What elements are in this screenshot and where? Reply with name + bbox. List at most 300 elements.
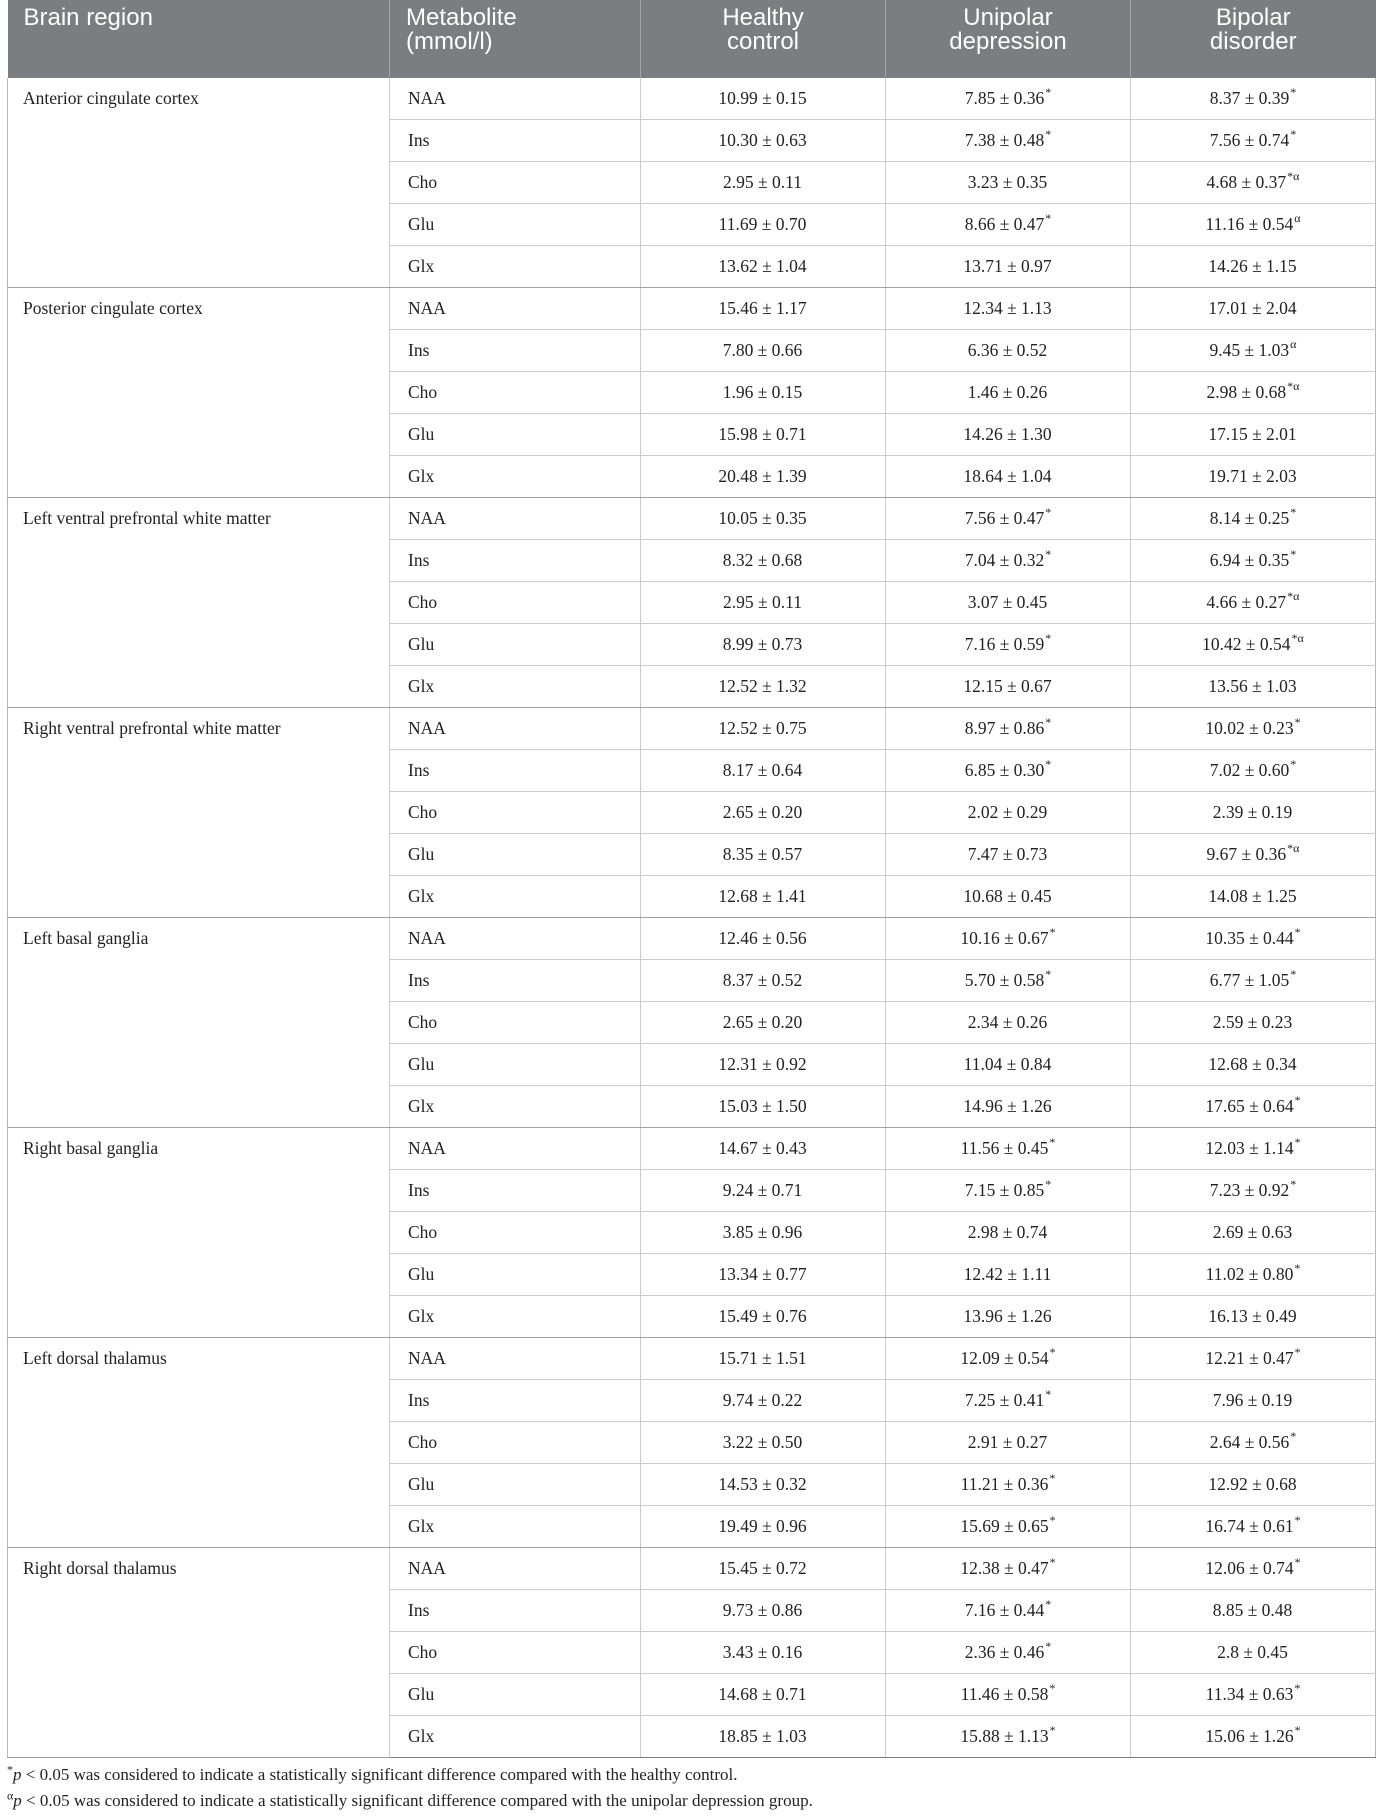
cell-value: 2.95 ± 0.11 (723, 592, 802, 612)
significance-mark: * (1290, 127, 1297, 142)
cell-healthy-control (641, 288, 886, 330)
cell-brain-region: Left dorsal thalamus (8, 1338, 390, 1548)
cell-bipolar-disorder (1131, 540, 1376, 582)
cell-bipolar-disorder (1131, 1590, 1376, 1632)
cell-unipolar-depression (886, 918, 1131, 960)
cell-value: 7.80 ± 0.66 (722, 340, 803, 360)
significance-mark: * (1294, 1135, 1301, 1150)
header-metabolite-line: Metabolite (406, 4, 517, 31)
cell-bipolar-disorder (1131, 1380, 1376, 1422)
cell-unipolar-depression (886, 540, 1131, 582)
cell-unipolar-depression (886, 414, 1131, 456)
significance-mark: * (1294, 1345, 1301, 1360)
header-healthy-line-1: Healthy (722, 4, 804, 31)
cell-unipolar-depression (886, 1548, 1131, 1590)
significance-mark: *α (1287, 379, 1300, 394)
cell-unipolar-depression (886, 1044, 1131, 1086)
cell-value: 2.91 ± 0.27 (967, 1432, 1048, 1452)
cell-bipolar-disorder (1131, 1716, 1376, 1758)
cell-unipolar-depression (886, 120, 1131, 162)
header-unipolar-depression (886, 0, 1131, 78)
cell-metabolite: Glx (390, 1506, 641, 1548)
cell-value: 7.56 ± 0.74 (1209, 130, 1290, 150)
cell-bipolar-disorder (1131, 1506, 1376, 1548)
header-bipolar-line-2: disorder (1209, 28, 1297, 55)
table-row (8, 708, 1376, 750)
cell-value: 15.06 ± 1.26 (1205, 1726, 1294, 1746)
cell-metabolite: Ins (390, 1380, 641, 1422)
cell-value: 8.14 ± 0.25 (1209, 508, 1290, 528)
cell-bipolar-disorder (1131, 708, 1376, 750)
cell-value: 8.97 ± 0.86 (964, 718, 1045, 738)
cell-healthy-control (641, 330, 886, 372)
cell-value: 15.49 ± 0.76 (718, 1306, 807, 1326)
significance-mark: * (1045, 757, 1052, 772)
cell-value: 12.68 ± 1.41 (718, 886, 807, 906)
cell-brain-region: Right ventral prefrontal white matter (8, 708, 390, 918)
cell-value: 12.92 ± 0.68 (1208, 1474, 1297, 1494)
cell-value: 8.32 ± 0.68 (722, 550, 803, 570)
significance-mark: * (1045, 967, 1052, 982)
cell-unipolar-depression (886, 1716, 1131, 1758)
significance-mark: * (1294, 1513, 1301, 1528)
cell-value: 3.85 ± 0.96 (722, 1222, 803, 1242)
significance-mark: * (1290, 967, 1297, 982)
significance-mark: * (1294, 1093, 1301, 1108)
cell-bipolar-disorder (1131, 1338, 1376, 1380)
cell-metabolite: Ins (390, 1170, 641, 1212)
cell-bipolar-disorder (1131, 1170, 1376, 1212)
cell-unipolar-depression (886, 708, 1131, 750)
cell-value: 15.98 ± 0.71 (718, 424, 807, 444)
table-header (8, 0, 1376, 78)
cell-unipolar-depression (886, 1170, 1131, 1212)
cell-value: 2.65 ± 0.20 (722, 1012, 803, 1032)
cell-metabolite: Cho (390, 1632, 641, 1674)
cell-value: 8.35 ± 0.57 (722, 844, 803, 864)
cell-value: 13.56 ± 1.03 (1208, 676, 1297, 696)
cell-value: 1.96 ± 0.15 (722, 382, 803, 402)
cell-healthy-control (641, 414, 886, 456)
table-footnotes (7, 1762, 1367, 1814)
cell-value: 14.96 ± 1.26 (963, 1096, 1052, 1116)
table-row (8, 1128, 1376, 1170)
cell-value: 6.85 ± 0.30 (964, 760, 1045, 780)
cell-healthy-control (641, 1128, 886, 1170)
cell-metabolite: Ins (390, 1590, 641, 1632)
cell-healthy-control (641, 1674, 886, 1716)
cell-unipolar-depression (886, 834, 1131, 876)
cell-value: 11.69 ± 0.70 (718, 214, 807, 234)
cell-value: 12.06 ± 0.74 (1205, 1558, 1294, 1578)
footnote-mark: α (7, 1788, 14, 1803)
cell-healthy-control (641, 750, 886, 792)
significance-mark: *α (1287, 169, 1300, 184)
cell-metabolite: Glu (390, 1464, 641, 1506)
footnote-p-symbol: p (13, 1765, 22, 1784)
cell-healthy-control (641, 1464, 886, 1506)
cell-value: 8.99 ± 0.73 (722, 634, 803, 654)
cell-metabolite: Glu (390, 204, 641, 246)
cell-unipolar-depression (886, 288, 1131, 330)
cell-value: 15.46 ± 1.17 (718, 298, 807, 318)
cell-healthy-control (641, 624, 886, 666)
cell-metabolite: Cho (390, 582, 641, 624)
cell-healthy-control (641, 1296, 886, 1338)
cell-value: 13.34 ± 0.77 (718, 1264, 807, 1284)
cell-value: 11.46 ± 0.58 (960, 1684, 1049, 1704)
cell-value: 12.52 ± 1.32 (718, 676, 807, 696)
cell-healthy-control (641, 1506, 886, 1548)
cell-metabolite: Ins (390, 120, 641, 162)
cell-unipolar-depression (886, 204, 1131, 246)
significance-mark: * (1049, 1345, 1056, 1360)
cell-brain-region: Left basal ganglia (8, 918, 390, 1128)
cell-value: 12.42 ± 1.11 (963, 1264, 1052, 1284)
cell-value: 2.36 ± 0.46 (964, 1642, 1045, 1662)
cell-bipolar-disorder (1131, 1422, 1376, 1464)
cell-bipolar-disorder (1131, 918, 1376, 960)
table-row (8, 918, 1376, 960)
cell-bipolar-disorder (1131, 498, 1376, 540)
metabolite-table-container (7, 0, 1375, 1758)
cell-healthy-control (641, 540, 886, 582)
cell-healthy-control (641, 876, 886, 918)
cell-value: 2.02 ± 0.29 (967, 802, 1048, 822)
cell-metabolite: Cho (390, 1002, 641, 1044)
cell-healthy-control (641, 78, 886, 120)
cell-value: 5.70 ± 0.58 (964, 970, 1045, 990)
cell-value: 7.85 ± 0.36 (964, 88, 1045, 108)
cell-value: 3.23 ± 0.35 (967, 172, 1048, 192)
cell-value: 18.64 ± 1.04 (963, 466, 1052, 486)
cell-unipolar-depression (886, 750, 1131, 792)
cell-value: 9.73 ± 0.86 (722, 1600, 803, 1620)
cell-value: 2.98 ± 0.68 (1206, 382, 1287, 402)
cell-value: 6.36 ± 0.52 (967, 340, 1048, 360)
significance-mark: * (1045, 85, 1052, 100)
cell-healthy-control (641, 120, 886, 162)
cell-value: 2.59 ± 0.23 (1212, 1012, 1293, 1032)
cell-unipolar-depression (886, 1338, 1131, 1380)
cell-value: 2.69 ± 0.63 (1212, 1222, 1293, 1242)
cell-healthy-control (641, 792, 886, 834)
cell-bipolar-disorder (1131, 204, 1376, 246)
cell-healthy-control (641, 204, 886, 246)
cell-value: 9.45 ± 1.03 (1209, 340, 1290, 360)
cell-value: 11.02 ± 0.80 (1205, 1264, 1294, 1284)
cell-healthy-control (641, 162, 886, 204)
cell-metabolite: NAA (390, 918, 641, 960)
cell-bipolar-disorder (1131, 372, 1376, 414)
cell-bipolar-disorder (1131, 1464, 1376, 1506)
significance-mark: * (1045, 1387, 1052, 1402)
table-row (8, 78, 1376, 120)
significance-mark: * (1294, 1723, 1301, 1738)
significance-mark: * (1049, 925, 1056, 940)
significance-mark: * (1049, 1513, 1056, 1528)
cell-value: 11.34 ± 0.63 (1205, 1684, 1294, 1704)
metabolite-table (7, 0, 1376, 1758)
cell-bipolar-disorder (1131, 666, 1376, 708)
cell-value: 18.85 ± 1.03 (718, 1726, 807, 1746)
cell-healthy-control (641, 456, 886, 498)
significance-mark: * (1049, 1723, 1056, 1738)
cell-value: 10.02 ± 0.23 (1205, 718, 1294, 738)
significance-mark: * (1045, 211, 1052, 226)
cell-healthy-control (641, 834, 886, 876)
cell-unipolar-depression (886, 1464, 1131, 1506)
cell-bipolar-disorder (1131, 582, 1376, 624)
cell-metabolite: Glu (390, 1254, 641, 1296)
cell-value: 2.8 ± 0.45 (1217, 1642, 1288, 1662)
significance-mark: * (1049, 1135, 1056, 1150)
cell-value: 17.01 ± 2.04 (1208, 298, 1297, 318)
significance-mark: * (1290, 547, 1297, 562)
cell-value: 17.65 ± 0.64 (1205, 1096, 1294, 1116)
cell-value: 14.26 ± 1.30 (963, 424, 1052, 444)
cell-metabolite: Glx (390, 876, 641, 918)
cell-metabolite: NAA (390, 708, 641, 750)
significance-mark: * (1049, 1471, 1056, 1486)
cell-value: 15.69 ± 0.65 (960, 1516, 1049, 1536)
cell-value: 15.71 ± 1.51 (718, 1348, 807, 1368)
cell-metabolite: NAA (390, 498, 641, 540)
cell-healthy-control (641, 246, 886, 288)
cell-value: 7.47 ± 0.73 (967, 844, 1048, 864)
significance-mark: *α (1287, 841, 1300, 856)
table-body (8, 78, 1376, 1758)
cell-unipolar-depression (886, 1380, 1131, 1422)
significance-mark: * (1045, 715, 1052, 730)
cell-metabolite: NAA (390, 78, 641, 120)
cell-metabolite: Glx (390, 456, 641, 498)
cell-value: 11.04 ± 0.84 (963, 1054, 1052, 1074)
cell-value: 12.46 ± 0.56 (718, 928, 807, 948)
cell-metabolite: NAA (390, 1128, 641, 1170)
cell-healthy-control (641, 1632, 886, 1674)
cell-value: 9.67 ± 0.36 (1206, 844, 1287, 864)
cell-value: 12.31 ± 0.92 (718, 1054, 807, 1074)
cell-value: 19.49 ± 0.96 (718, 1516, 807, 1536)
cell-metabolite: Glx (390, 666, 641, 708)
cell-value: 8.37 ± 0.52 (722, 970, 803, 990)
cell-value: 10.35 ± 0.44 (1205, 928, 1294, 948)
cell-bipolar-disorder (1131, 1128, 1376, 1170)
cell-bipolar-disorder (1131, 792, 1376, 834)
cell-value: 8.17 ± 0.64 (722, 760, 803, 780)
cell-value: 13.71 ± 0.97 (963, 256, 1052, 276)
header-row (8, 0, 1376, 78)
significance-mark: * (1045, 631, 1052, 646)
significance-mark: * (1290, 757, 1297, 772)
cell-unipolar-depression (886, 498, 1131, 540)
footnote-unipolar-group (7, 1788, 1367, 1814)
cell-value: 6.77 ± 1.05 (1209, 970, 1290, 990)
significance-mark: * (1290, 1177, 1297, 1192)
cell-value: 4.68 ± 0.37 (1206, 172, 1287, 192)
cell-metabolite: Glu (390, 1044, 641, 1086)
cell-value: 20.48 ± 1.39 (718, 466, 807, 486)
cell-metabolite: Glu (390, 624, 641, 666)
significance-mark: * (1290, 505, 1297, 520)
cell-healthy-control (641, 582, 886, 624)
cell-value: 9.24 ± 0.71 (722, 1180, 803, 1200)
cell-healthy-control (641, 1380, 886, 1422)
significance-mark: α (1294, 211, 1301, 226)
cell-metabolite: NAA (390, 1548, 641, 1590)
cell-value: 3.43 ± 0.16 (722, 1642, 803, 1662)
cell-value: 3.22 ± 0.50 (722, 1432, 803, 1452)
cell-healthy-control (641, 918, 886, 960)
table-row (8, 288, 1376, 330)
cell-unipolar-depression (886, 666, 1131, 708)
header-healthy-line-2: control (726, 28, 800, 55)
cell-bipolar-disorder (1131, 162, 1376, 204)
cell-metabolite: Ins (390, 330, 641, 372)
cell-value: 7.15 ± 0.85 (964, 1180, 1045, 1200)
header-metabolite-unit: (mmol/l) (406, 28, 493, 55)
cell-value: 11.56 ± 0.45 (960, 1138, 1049, 1158)
cell-unipolar-depression (886, 1086, 1131, 1128)
cell-unipolar-depression (886, 162, 1131, 204)
cell-unipolar-depression (886, 1422, 1131, 1464)
cell-unipolar-depression (886, 792, 1131, 834)
cell-value: 12.68 ± 0.34 (1208, 1054, 1297, 1074)
cell-metabolite: Glx (390, 246, 641, 288)
header-brain-region (8, 0, 390, 78)
cell-bipolar-disorder (1131, 78, 1376, 120)
cell-bipolar-disorder (1131, 120, 1376, 162)
significance-mark: * (1045, 1177, 1052, 1192)
cell-value: 7.02 ± 0.60 (1209, 760, 1290, 780)
cell-unipolar-depression (886, 246, 1131, 288)
cell-bipolar-disorder (1131, 1296, 1376, 1338)
cell-bipolar-disorder (1131, 456, 1376, 498)
cell-metabolite: Ins (390, 960, 641, 1002)
cell-value: 7.56 ± 0.47 (964, 508, 1045, 528)
cell-bipolar-disorder (1131, 414, 1376, 456)
cell-bipolar-disorder (1131, 1086, 1376, 1128)
cell-value: 9.74 ± 0.22 (722, 1390, 803, 1410)
table-row (8, 1548, 1376, 1590)
cell-unipolar-depression (886, 78, 1131, 120)
cell-value: 8.66 ± 0.47 (964, 214, 1045, 234)
significance-mark: * (1049, 1555, 1056, 1570)
cell-bipolar-disorder (1131, 624, 1376, 666)
cell-metabolite: Cho (390, 162, 641, 204)
footnote-mark: * (7, 1762, 13, 1777)
cell-unipolar-depression (886, 624, 1131, 666)
cell-value: 10.68 ± 0.45 (963, 886, 1052, 906)
significance-mark: α (1290, 337, 1297, 352)
cell-value: 7.38 ± 0.48 (964, 130, 1045, 150)
cell-value: 2.65 ± 0.20 (722, 802, 803, 822)
cell-value: 15.45 ± 0.72 (718, 1558, 807, 1578)
significance-mark: * (1045, 547, 1052, 562)
cell-healthy-control (641, 666, 886, 708)
cell-value: 2.64 ± 0.56 (1209, 1432, 1290, 1452)
footnote-healthy-control (7, 1762, 1367, 1788)
cell-value: 2.95 ± 0.11 (723, 172, 802, 192)
cell-value: 12.21 ± 0.47 (1205, 1348, 1294, 1368)
cell-healthy-control (641, 1044, 886, 1086)
cell-healthy-control (641, 1422, 886, 1464)
cell-metabolite: Glu (390, 1674, 641, 1716)
cell-unipolar-depression (886, 330, 1131, 372)
cell-unipolar-depression (886, 960, 1131, 1002)
cell-metabolite: Glx (390, 1086, 641, 1128)
cell-value: 6.94 ± 0.35 (1209, 550, 1290, 570)
cell-metabolite: Ins (390, 540, 641, 582)
cell-value: 14.08 ± 1.25 (1208, 886, 1297, 906)
cell-metabolite: Cho (390, 1212, 641, 1254)
cell-value: 14.26 ± 1.15 (1208, 256, 1297, 276)
cell-healthy-control (641, 960, 886, 1002)
cell-unipolar-depression (886, 582, 1131, 624)
cell-value: 12.34 ± 1.13 (963, 298, 1052, 318)
cell-unipolar-depression (886, 876, 1131, 918)
cell-healthy-control (641, 1548, 886, 1590)
cell-value: 2.39 ± 0.19 (1212, 802, 1293, 822)
cell-healthy-control (641, 1212, 886, 1254)
header-unipolar-line-1: Unipolar (963, 4, 1053, 31)
cell-healthy-control (641, 372, 886, 414)
cell-healthy-control (641, 1338, 886, 1380)
table-row (8, 1338, 1376, 1380)
cell-value: 10.42 ± 0.54 (1202, 634, 1291, 654)
footnote-p-symbol: p (13, 1791, 22, 1810)
significance-mark: * (1045, 1639, 1052, 1654)
cell-brain-region: Right dorsal thalamus (8, 1548, 390, 1758)
cell-value: 14.67 ± 0.43 (718, 1138, 807, 1158)
cell-value: 16.13 ± 0.49 (1208, 1306, 1297, 1326)
cell-metabolite: Glu (390, 414, 641, 456)
cell-metabolite: Ins (390, 750, 641, 792)
header-unipolar-line-2: depression (949, 28, 1067, 55)
header-healthy-control (641, 0, 886, 78)
significance-mark: * (1045, 127, 1052, 142)
header-brain-region-line: Brain region (23, 4, 153, 31)
significance-mark: * (1294, 1681, 1301, 1696)
cell-value: 11.16 ± 0.54 (1205, 214, 1294, 234)
cell-unipolar-depression (886, 1506, 1131, 1548)
cell-brain-region: Left ventral prefrontal white matter (8, 498, 390, 708)
cell-metabolite: Glx (390, 1296, 641, 1338)
cell-healthy-control (641, 1254, 886, 1296)
cell-value: 13.96 ± 1.26 (963, 1306, 1052, 1326)
cell-value: 7.04 ± 0.32 (964, 550, 1045, 570)
cell-value: 14.68 ± 0.71 (718, 1684, 807, 1704)
footnote-text: < 0.05 was considered to indicate a statistically significant difference compared with the unipolar depression group. (21, 1791, 813, 1810)
cell-bipolar-disorder (1131, 1548, 1376, 1590)
cell-unipolar-depression (886, 1590, 1131, 1632)
cell-value: 15.03 ± 1.50 (718, 1096, 807, 1116)
cell-value: 12.52 ± 0.75 (718, 718, 807, 738)
cell-bipolar-disorder (1131, 834, 1376, 876)
significance-mark: * (1294, 925, 1301, 940)
cell-healthy-control (641, 1086, 886, 1128)
cell-unipolar-depression (886, 1002, 1131, 1044)
cell-metabolite: Cho (390, 372, 641, 414)
significance-mark: * (1294, 1261, 1301, 1276)
cell-healthy-control (641, 1716, 886, 1758)
significance-mark: * (1294, 715, 1301, 730)
cell-bipolar-disorder (1131, 876, 1376, 918)
cell-value: 13.62 ± 1.04 (718, 256, 807, 276)
cell-value: 4.66 ± 0.27 (1206, 592, 1287, 612)
cell-value: 10.16 ± 0.67 (960, 928, 1049, 948)
